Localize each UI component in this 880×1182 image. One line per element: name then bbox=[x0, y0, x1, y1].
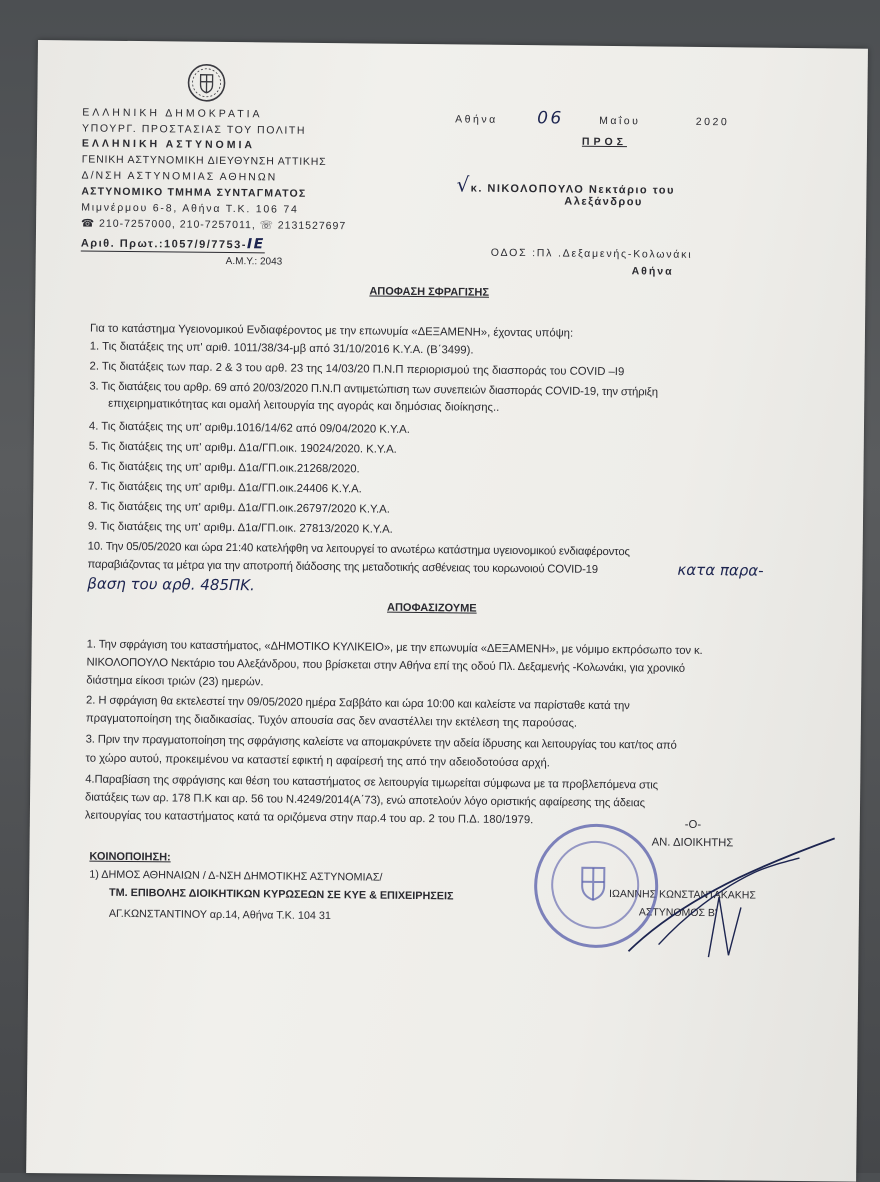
decision-4-cont-2: λειτουργίας του καταστήματος κατά τα οριζόμενα στην παρ.4 του αρ. 2 του Π.Δ. 180/1979. bbox=[84, 809, 534, 827]
header-line-1: ΕΛΛΗΝΙΚΗ ΔΗΜΟΚΡΑΤΙΑ bbox=[82, 106, 263, 121]
recipient-name: κ. ΝΙΚΟΛΟΠΟΥΛΟ Νεκτάριο του bbox=[470, 182, 676, 197]
notification-title: ΚΟΙΝΟΠΟΙΗΣΗ: bbox=[89, 850, 171, 864]
signer-rank: ΑΣΤΥΝΟΜΟΣ Β' bbox=[638, 906, 717, 920]
address-line-2: Αθήνα bbox=[631, 265, 674, 278]
fax-number: 2131527697 bbox=[277, 219, 347, 233]
header-line-2: ΥΠΟΥΡΓ. ΠΡΟΣΤΑΣΙΑΣ ΤΟΥ ΠΟΛΙΤΗ bbox=[82, 122, 307, 137]
item-8: 8. Τις διατάξεις της υπ' αριθμ. Δ1α/ΓΠ.οικ.26797/2020 Κ.Υ.Α. bbox=[88, 500, 390, 516]
notification-line-2: ΤΜ. ΕΠΙΒΟΛΗΣ ΔΙΟΙΚΗΤΙΚΩΝ ΚΥΡΩΣΕΩΝ ΣΕ ΚΥΕ & ΕΠΙΧΕΙΡΗΣΕΙΣ bbox=[109, 886, 454, 903]
item-5: 5. Τις διατάξεις της υπ' αριθμ. Δ1α/ΓΠ.οικ. 19024/2020. Κ.Υ.Α. bbox=[88, 440, 397, 456]
intro-text: Για το κατάστημα Υγειονομικού Ενδιαφέροντος με την επωνυμία «ΔΕΞΑΜΕΝΗ», έχοντας υπόψη: bbox=[89, 322, 574, 340]
item-9: 9. Τις διατάξεις της υπ' αριθμ. Δ1α/ΓΠ.οικ. 27813/2020 Κ.Υ.Α. bbox=[87, 520, 393, 536]
header-line-5: Δ/ΝΣΗ ΑΣΤΥΝΟΜΙΑΣ ΑΘΗΝΩΝ bbox=[81, 169, 278, 184]
item-7: 7. Τις διατάξεις της υπ' αριθμ. Δ1α/ΓΠ.οικ.24406 Κ.Υ.Α. bbox=[88, 480, 362, 496]
item-6: 6. Τις διατάξεις της υπ' αριθμ. Δ1α/ΓΠ.οικ.21268/2020. bbox=[88, 460, 360, 476]
date-month: Μαΐου bbox=[599, 114, 641, 128]
decision-1: 1. Την σφράγιση του καταστήματος, «ΔΗΜΟΤΙΚΟ ΚΥΛΙΚΕΙΟ», με την επωνυμία «ΔΕΞΑΜΕΝΗ», με νόμιμο εκπρόσωπο τον κ. bbox=[86, 638, 703, 657]
decide-title: ΑΠΟΦΑΣΙΖΟΥΜΕ bbox=[387, 601, 477, 615]
date-row bbox=[455, 107, 729, 130]
amy-code: Α.Μ.Υ.: 2043 bbox=[225, 255, 283, 268]
protocol-handwritten: ΙΕ bbox=[246, 236, 265, 253]
handwritten-signature bbox=[588, 826, 839, 969]
decision-4-cont-1: διατάξεις των αρ. 178 Π.Κ και αρ. 56 του Ν.4249/2014(Α΄73), ενώ αποτελούν λόγο οριστικής αφαίρεσης της άδειας bbox=[85, 791, 646, 810]
header-line-4: ΓΕΝΙΚΗ ΑΣΤΥΝΟΜΙΚΗ ΔΙΕΥΘΥΝΣΗ ΑΤΤΙΚΗΣ bbox=[81, 153, 327, 169]
item-3: 3. Τις διατάξεις του αρθρ. 69 από 20/03/2020 Π.Ν.Π αντιμετώπιση των συνεπειών διασποράς COVID-19, την στήριξη bbox=[89, 380, 658, 399]
item-2: 2. Τις διατάξεις των παρ. 2 & 3 του αρθ. 23 της 14/03/20 Π.Ν.Π περιορισμού της διασποράς του COVID –I9 bbox=[89, 360, 625, 379]
date-city: Αθήνα bbox=[455, 113, 498, 126]
decision-2-cont: πραγματοποίηση της διαδικασίας. Τυχόν απουσία σας δεν αναστέλλει την εκτέλεση της παρούσας. bbox=[85, 712, 578, 730]
decision-2: 2. Η σφράγιση θα εκτελεστεί την 09/05/2020 ημέρα Σαββάτο και ώρα 10:00 και καλείστε να παρίσταθε κατά την bbox=[86, 694, 630, 713]
item-10: 10. Την 05/05/2020 και ώρα 21:40 κατελήφθη να λειτουργεί το ανωτέρω κατάστημα υγειονομικού ενδιαφέροντος bbox=[87, 540, 630, 559]
handwritten-note-1: κατα παρα- bbox=[677, 560, 764, 580]
recipient-line-2: Αλεξάνδρου bbox=[564, 195, 643, 209]
header-phone-row bbox=[81, 217, 346, 232]
phone-numbers: 210-7257000, 210-7257011, bbox=[99, 217, 256, 232]
handwritten-note-2: βαση του αρθ. 485ΠΚ. bbox=[87, 574, 255, 595]
closing-mark: -Ο- bbox=[684, 818, 702, 831]
decision-1-cont-2: διάστημα είκοσι τριών (23) ημερών. bbox=[86, 674, 264, 689]
header-line-7: Μιμνέρμου 6-8, Αθήνα Τ.Κ. 106 74 bbox=[81, 201, 299, 216]
pros-label: ΠΡΟΣ bbox=[581, 135, 628, 149]
item-10-cont: παραβιάζοντας τα μέτρα για την αποτροπή διάδοσης της μεταδοτικής ασθένειας του κορωνοιού COVID-19 bbox=[87, 558, 598, 576]
document-page bbox=[26, 40, 868, 1182]
notification-line-1: 1) ΔΗΜΟΣ ΑΘΗΝΑΙΩΝ / Δ-ΝΣΗ ΔΗΜΟΤΙΚΗΣ ΑΣΤΥΝΟΜΙΑΣ/ bbox=[89, 868, 383, 884]
header-line-3: ΕΛΛΗΝΙΚΗ ΑΣΤΥΝΟΜΙΑ bbox=[81, 137, 256, 152]
decision-3-cont: το χώρο αυτού, προκειμένου να καταστεί εφικτή η αφαίρεσή της από την αδειοδοτούσα αρχή. bbox=[85, 752, 551, 770]
decision-3: 3. Πριν την πραγματοποίηση της σφράγισης καλείστε να απομακρύνετε την αδεία ίδρυσης και λειτουργίας του κατ/τος από bbox=[85, 733, 677, 752]
protocol-row bbox=[81, 234, 265, 253]
item-1: 1. Τις διατάξεις της υπ' αριθ. 1011/38/34-μβ από 31/10/2016 Κ.Υ.Α. (Β΄3499). bbox=[89, 340, 474, 357]
date-day-handwritten: 06 bbox=[537, 108, 564, 129]
greek-emblem-icon bbox=[185, 62, 227, 104]
protocol-number: Αριθ. Πρωτ.:1057/9/7753- bbox=[80, 237, 247, 252]
phone-icon: ☎ bbox=[81, 217, 100, 230]
fax-icon: ☏ bbox=[259, 219, 278, 232]
date-year: 2020 bbox=[695, 115, 730, 129]
decision-4: 4.Παραβίαση της σφράγισης και θέση του καταστήματος σε λειτουργία τιμωρείται σύμφωνα με τα προβλεπόμενα στις bbox=[85, 773, 659, 792]
checkmark-handwritten: √ bbox=[456, 172, 471, 197]
item-3-cont: επιχειρηματικότητας και ομαλή λειτουργία της αγοράς και δημόσιας διοίκησης.. bbox=[108, 397, 500, 414]
notification-line-3: ΑΓ.ΚΩΝΣΤΑΝΤΙΝΟΥ αρ.14, Αθήνα Τ.Κ. 104 31 bbox=[108, 907, 331, 923]
header-line-6: ΑΣΤΥΝΟΜΙΚΟ ΤΜΗΜΑ ΣΥΝΤΑΓΜΑΤΟΣ bbox=[81, 185, 307, 200]
signer-title: ΑΝ. ΔΙΟΙΚΗΤΗΣ bbox=[651, 836, 734, 850]
address-line-1: ΟΔΟΣ :Πλ .Δεξαμενής-Κολωνάκι bbox=[490, 246, 693, 261]
signer-name: ΙΩΑΝΝΗΣ ΚΩΝΣΤΑΝΤΑΚΑΚΗΣ bbox=[609, 888, 756, 902]
decision-1-cont-1: ΝΙΚΟΛΟΠΟΥΛΟ Νεκτάριο του Αλεξάνδρου, που βρίσκεται στην Αθήνα επί της οδού Πλ. Δεξαμενής -Κολωνάκι, για χρονικό bbox=[86, 656, 686, 675]
document-title: ΑΠΟΦΑΣΗ ΣΦΡΑΓΙΣΗΣ bbox=[369, 285, 490, 299]
item-4: 4. Τις διατάξεις της υπ' αριθμ.1016/14/62 από 09/04/2020 Κ.Υ.Α. bbox=[88, 420, 410, 436]
